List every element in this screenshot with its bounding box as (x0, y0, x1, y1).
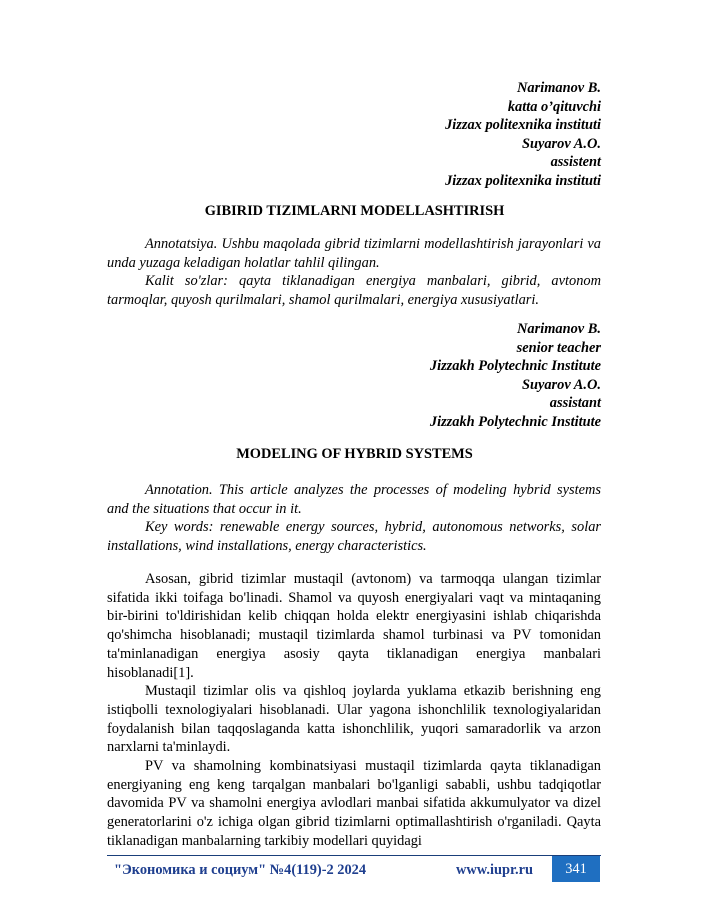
en-author-1-name: Narimanov B. (517, 321, 601, 337)
en-annotation: Annotation. This article analyzes the processes of modeling hybrid systems and the situations that occur in it. (107, 482, 601, 517)
page-number-badge: 341 (552, 856, 600, 882)
body-paragraph-3: PV va shamolning kombinatsiyasi mustaqil tizimlarda qayta tiklanadigan energiyaning eng keng tarqalgan manbalari bo'lganligi sababli, ushbu tadqiqotlar davomida PV va shamolni energiya avlodlari manbai sifatida akkumulyator va dizel generatorlarini o'z ichiga olgan gibrid tizimlarni optimallashtirish o'rganiladi. Qayta tiklanadigan manbalarning tarkibiy modellari quyidagi (107, 758, 601, 849)
uz-author-1-affiliation: Jizzax politexnika instituti (445, 117, 601, 134)
uz-annotation: Annotatsiya. Ushbu maqolada gibrid tizimlarni modellashtirish jarayonlari va unda yuzaga keladigan holatlar tahlil qilingan. (107, 236, 601, 271)
uz-author-block (445, 79, 601, 191)
footer-divider (107, 855, 601, 856)
uz-title: GIBIRID TIZIMLARNI MODELLASHTIRISH (204, 203, 505, 219)
en-author-2-affiliation: Jizzakh Polytechnic Institute (429, 413, 601, 430)
uz-keywords: Kalit so'zlar: qayta tiklanadigan energiya manbalari, gibrid, avtonom tarmoqlar, quyosh qurilmalari, shamol qurilmalari, energiya xususiyatlari. (107, 273, 601, 309)
body-paragraph-1: Asosan, gibrid tizimlar mustaqil (avtonom) va tarmoqqa ulangan tizimlar sifatida ikki toifaga bo'linadi. Shamol va quyosh energiyalari vaqt va mintaqaning bir-birini to'ldirishidan kelib chiqqan holda elektr energiyasini ishlab chiqarishda qo'shimcha hisoblanadi; mustaqil tizimlarda shamol turbinasi va PV tomonidan ta'minlanadigan energiya asosiy qayta tiklanadigan energiya manbalari hisoblanadi[1]. (107, 571, 601, 681)
en-title: MODELING OF HYBRID SYSTEMS (236, 446, 473, 462)
body-text (107, 570, 601, 851)
en-author-2-position: assistant (549, 395, 601, 412)
en-author-2-name: Suyarov A.O. (521, 376, 601, 393)
footer-website-link[interactable]: www.iupr.ru (456, 862, 534, 878)
footer-journal-name: "Экономика и социум" №4(119)-2 2024 (114, 862, 367, 878)
en-author-1-affiliation: Jizzakh Polytechnic Institute (429, 358, 601, 375)
en-author-1-position: senior teacher (516, 339, 601, 356)
uz-abstract (107, 235, 601, 310)
en-author-block (430, 320, 601, 432)
uz-author-1-name: Narimanov B. (517, 80, 601, 96)
en-abstract (107, 481, 601, 556)
body-paragraph-2: Mustaqil tizimlar olis va qishloq joylarda yuklama etkazib berishning eng istiqbolli texnologiyalari hisoblanadi. Ular yagona ishonchlilik texnologiyalaridan foydalanish bilan taqqoslaganda katta ishonchlilik, yuqori samaradorlik va arzon narxlarni ta'minlaydi. (107, 683, 601, 756)
uz-author-1-position: katta o’qituvchi (507, 98, 601, 115)
uz-author-2-affiliation: Jizzax politexnika instituti (445, 172, 601, 189)
en-keywords: Key words: renewable energy sources, hybrid, autonomous networks, solar installations, wind installations, energy characteristics. (107, 519, 601, 555)
uz-author-2-position: assistent (550, 154, 601, 171)
uz-author-2-name: Suyarov A.O. (521, 135, 601, 152)
